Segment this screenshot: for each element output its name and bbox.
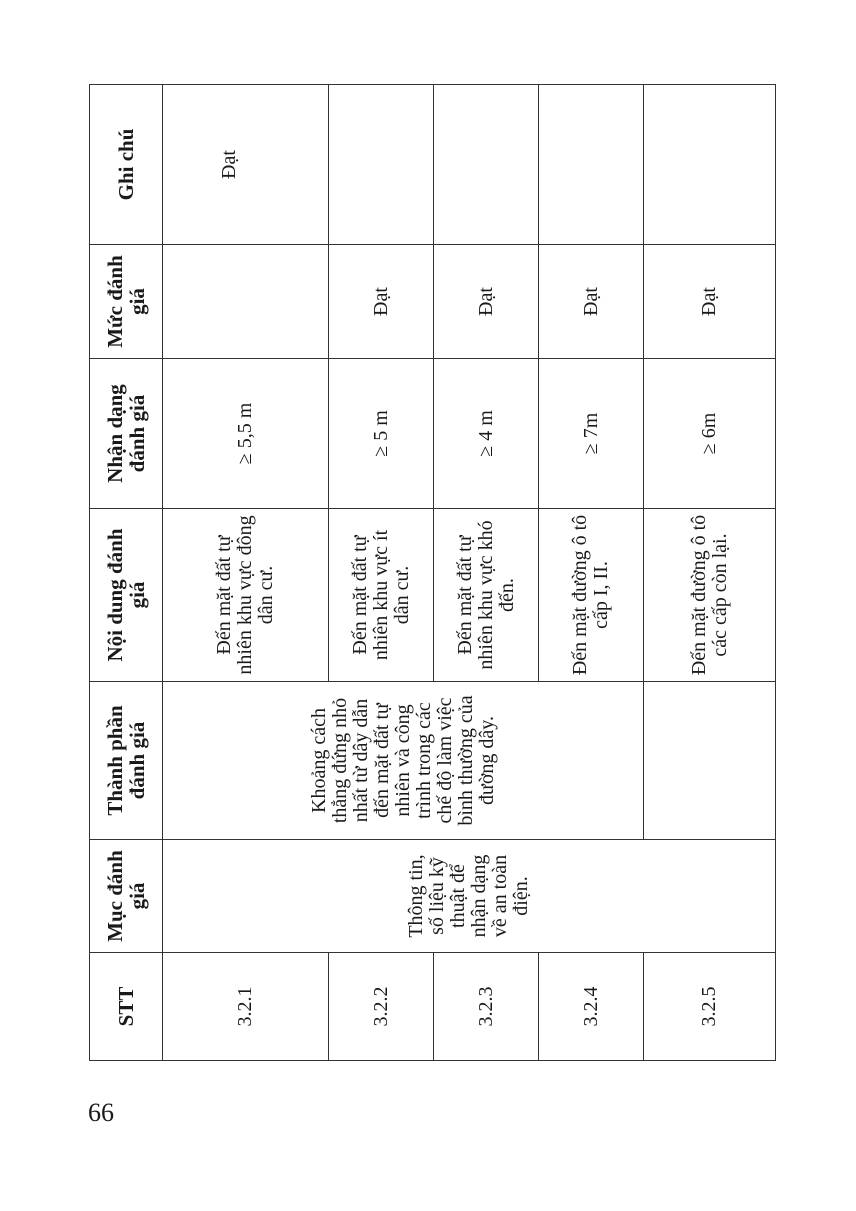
cell-nhan-dang: ≥ 5,5 m	[163, 359, 329, 509]
cell-thanh-phan-empty	[644, 682, 776, 840]
header-ghi-chu: Ghi chú	[90, 85, 163, 245]
cell-ghi-chu	[434, 85, 539, 245]
header-row	[90, 85, 163, 1061]
header-muc-danh-gia: Mức đánh giá	[90, 245, 163, 359]
header-noi-dung: Nội dung đánh giá	[90, 509, 163, 682]
cell-muc-danh-gia: Đạt	[644, 245, 776, 359]
cell-noi-dung: Đến mặt đường ô tô các cấp còn lại.	[644, 509, 776, 682]
header-nhan-dang: Nhận dạng đánh giá	[90, 359, 163, 509]
cell-muc-merged: Thông tin, số liệu kỹ thuật để nhận dạng về an toàn điện.	[163, 840, 776, 953]
cell-stt: 3.2.1	[163, 953, 329, 1061]
header-thanh-phan: Thành phần đánh giá	[90, 682, 163, 840]
cell-muc-danh-gia: Đạt	[539, 245, 644, 359]
rotated-table-wrapper	[89, 85, 729, 1061]
cell-ghi-chu: Đạt	[163, 85, 329, 245]
cell-ghi-chu	[644, 85, 776, 245]
cell-muc-danh-gia: Đạt	[329, 245, 434, 359]
cell-nhan-dang: ≥ 6m	[644, 359, 776, 509]
header-muc: Mục đánh giá	[90, 840, 163, 953]
cell-noi-dung: Đến mặt đất tự nhiên khu vực đông dân cư.	[163, 509, 329, 682]
evaluation-table	[89, 84, 776, 1061]
header-stt: STT	[90, 953, 163, 1061]
cell-ghi-chu	[329, 85, 434, 245]
cell-muc-danh-gia: Đạt	[434, 245, 539, 359]
cell-stt: 3.2.3	[434, 953, 539, 1061]
page-number: 66	[88, 1098, 114, 1127]
cell-ghi-chu	[539, 85, 644, 245]
cell-muc-danh-gia	[163, 245, 329, 359]
cell-stt: 3.2.2	[329, 953, 434, 1061]
cell-noi-dung: Đến mặt đường ô tô cấp I, II.	[539, 509, 644, 682]
cell-thanh-phan-merged: Khoảng cách thẳng đứng nhỏ nhất từ dây dẫn đến mặt đất tự nhiên và công trình trong các chế độ làm việc bình thường của đường dây.	[163, 682, 644, 840]
cell-stt: 3.2.5	[644, 953, 776, 1061]
cell-stt: 3.2.4	[539, 953, 644, 1061]
cell-noi-dung: Đến mặt đất tự nhiên khu vực khó đến.	[434, 509, 539, 682]
cell-nhan-dang: ≥ 7m	[539, 359, 644, 509]
table-row	[163, 85, 329, 1061]
cell-nhan-dang: ≥ 4 m	[434, 359, 539, 509]
cell-nhan-dang: ≥ 5 m	[329, 359, 434, 509]
cell-noi-dung: Đến mặt đất tự nhiên khu vực ít dân cư.	[329, 509, 434, 682]
